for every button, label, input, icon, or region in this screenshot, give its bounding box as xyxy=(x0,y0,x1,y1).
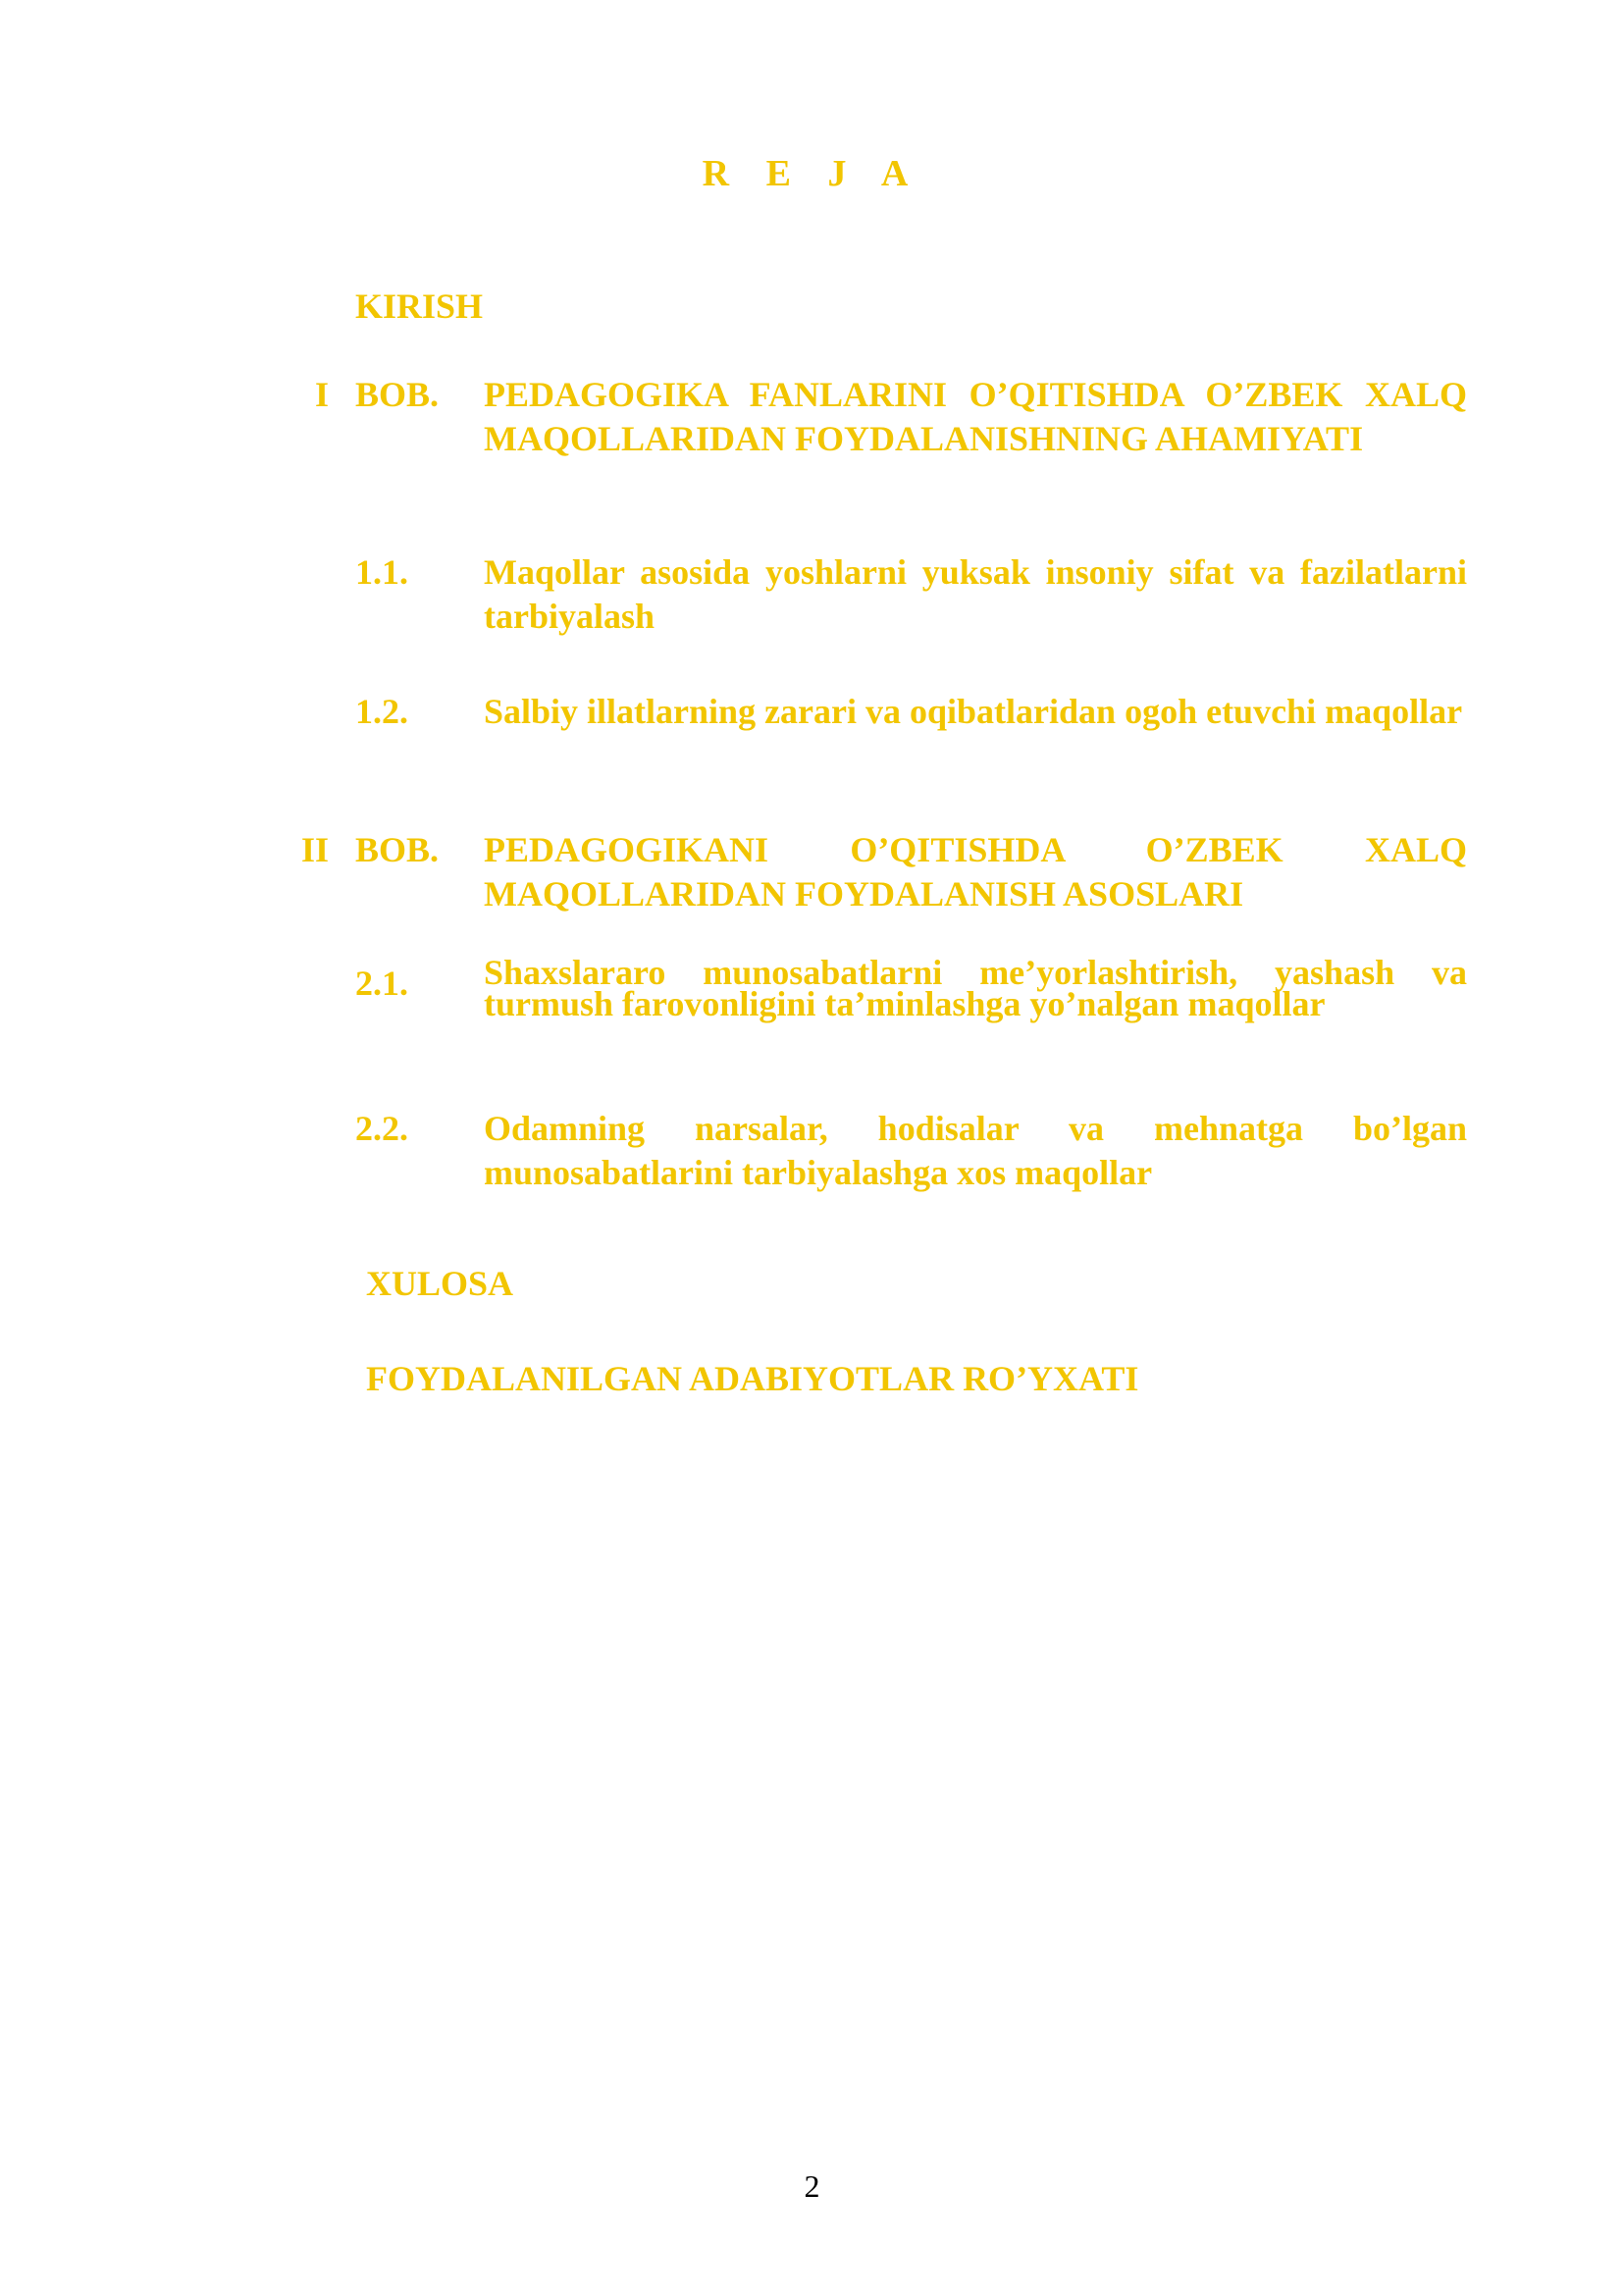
section-2-2-title: Odamning narsalar, hodisalar va mehnatga bo’lgan munosabatlarini tarbiyalashga xos maqollar xyxy=(484,1109,1467,1192)
chapter-2-label: BOB. xyxy=(355,830,440,869)
section-2-1-number: 2.1. xyxy=(355,964,408,1003)
section-1-1-title: Maqollar asosida yoshlarni yuksak insoniy sifat va fazilatlarni tarbiyalash xyxy=(484,552,1467,636)
chapter-1-label: BOB. xyxy=(355,375,440,414)
section-1-1-number: 1.1. xyxy=(355,552,408,592)
chapter-1-title: PEDAGOGIKA FANLARINI O’QITISHDA O’ZBEK XALQ MAQOLLARIDAN FOYDALANISHNING AHAMIYATI xyxy=(484,375,1467,458)
page-title: R E J A xyxy=(702,153,922,194)
section-1-2-title: Salbiy illatlarning zarari va oqibatlaridan ogoh etuvchi maqollar xyxy=(484,692,1463,731)
chapter-2-roman: II xyxy=(300,830,329,869)
toc-xulosa: XULOSA xyxy=(366,1264,514,1303)
page-number: 2 xyxy=(804,2168,820,2204)
section-2-1-title: Shaxslararo munosabatlarni me’yorlashtirish, yashash va turmush farovonligini ta’minlashga yo’nalgan maqollar xyxy=(484,953,1467,1023)
toc-references: FOYDALANILGAN ADABIYOTLAR RO’YXATI xyxy=(366,1359,1139,1398)
chapter-1-roman: I xyxy=(314,375,329,414)
section-2-2-number: 2.2. xyxy=(355,1109,408,1148)
section-1-2-number: 1.2. xyxy=(355,692,408,731)
chapter-2-title: PEDAGOGIKANI O’QITISHDA O’ZBEK XALQ MAQOLLARIDAN FOYDALANISH ASOSLARI xyxy=(484,830,1467,913)
toc-kirish: KIRISH xyxy=(355,287,484,326)
